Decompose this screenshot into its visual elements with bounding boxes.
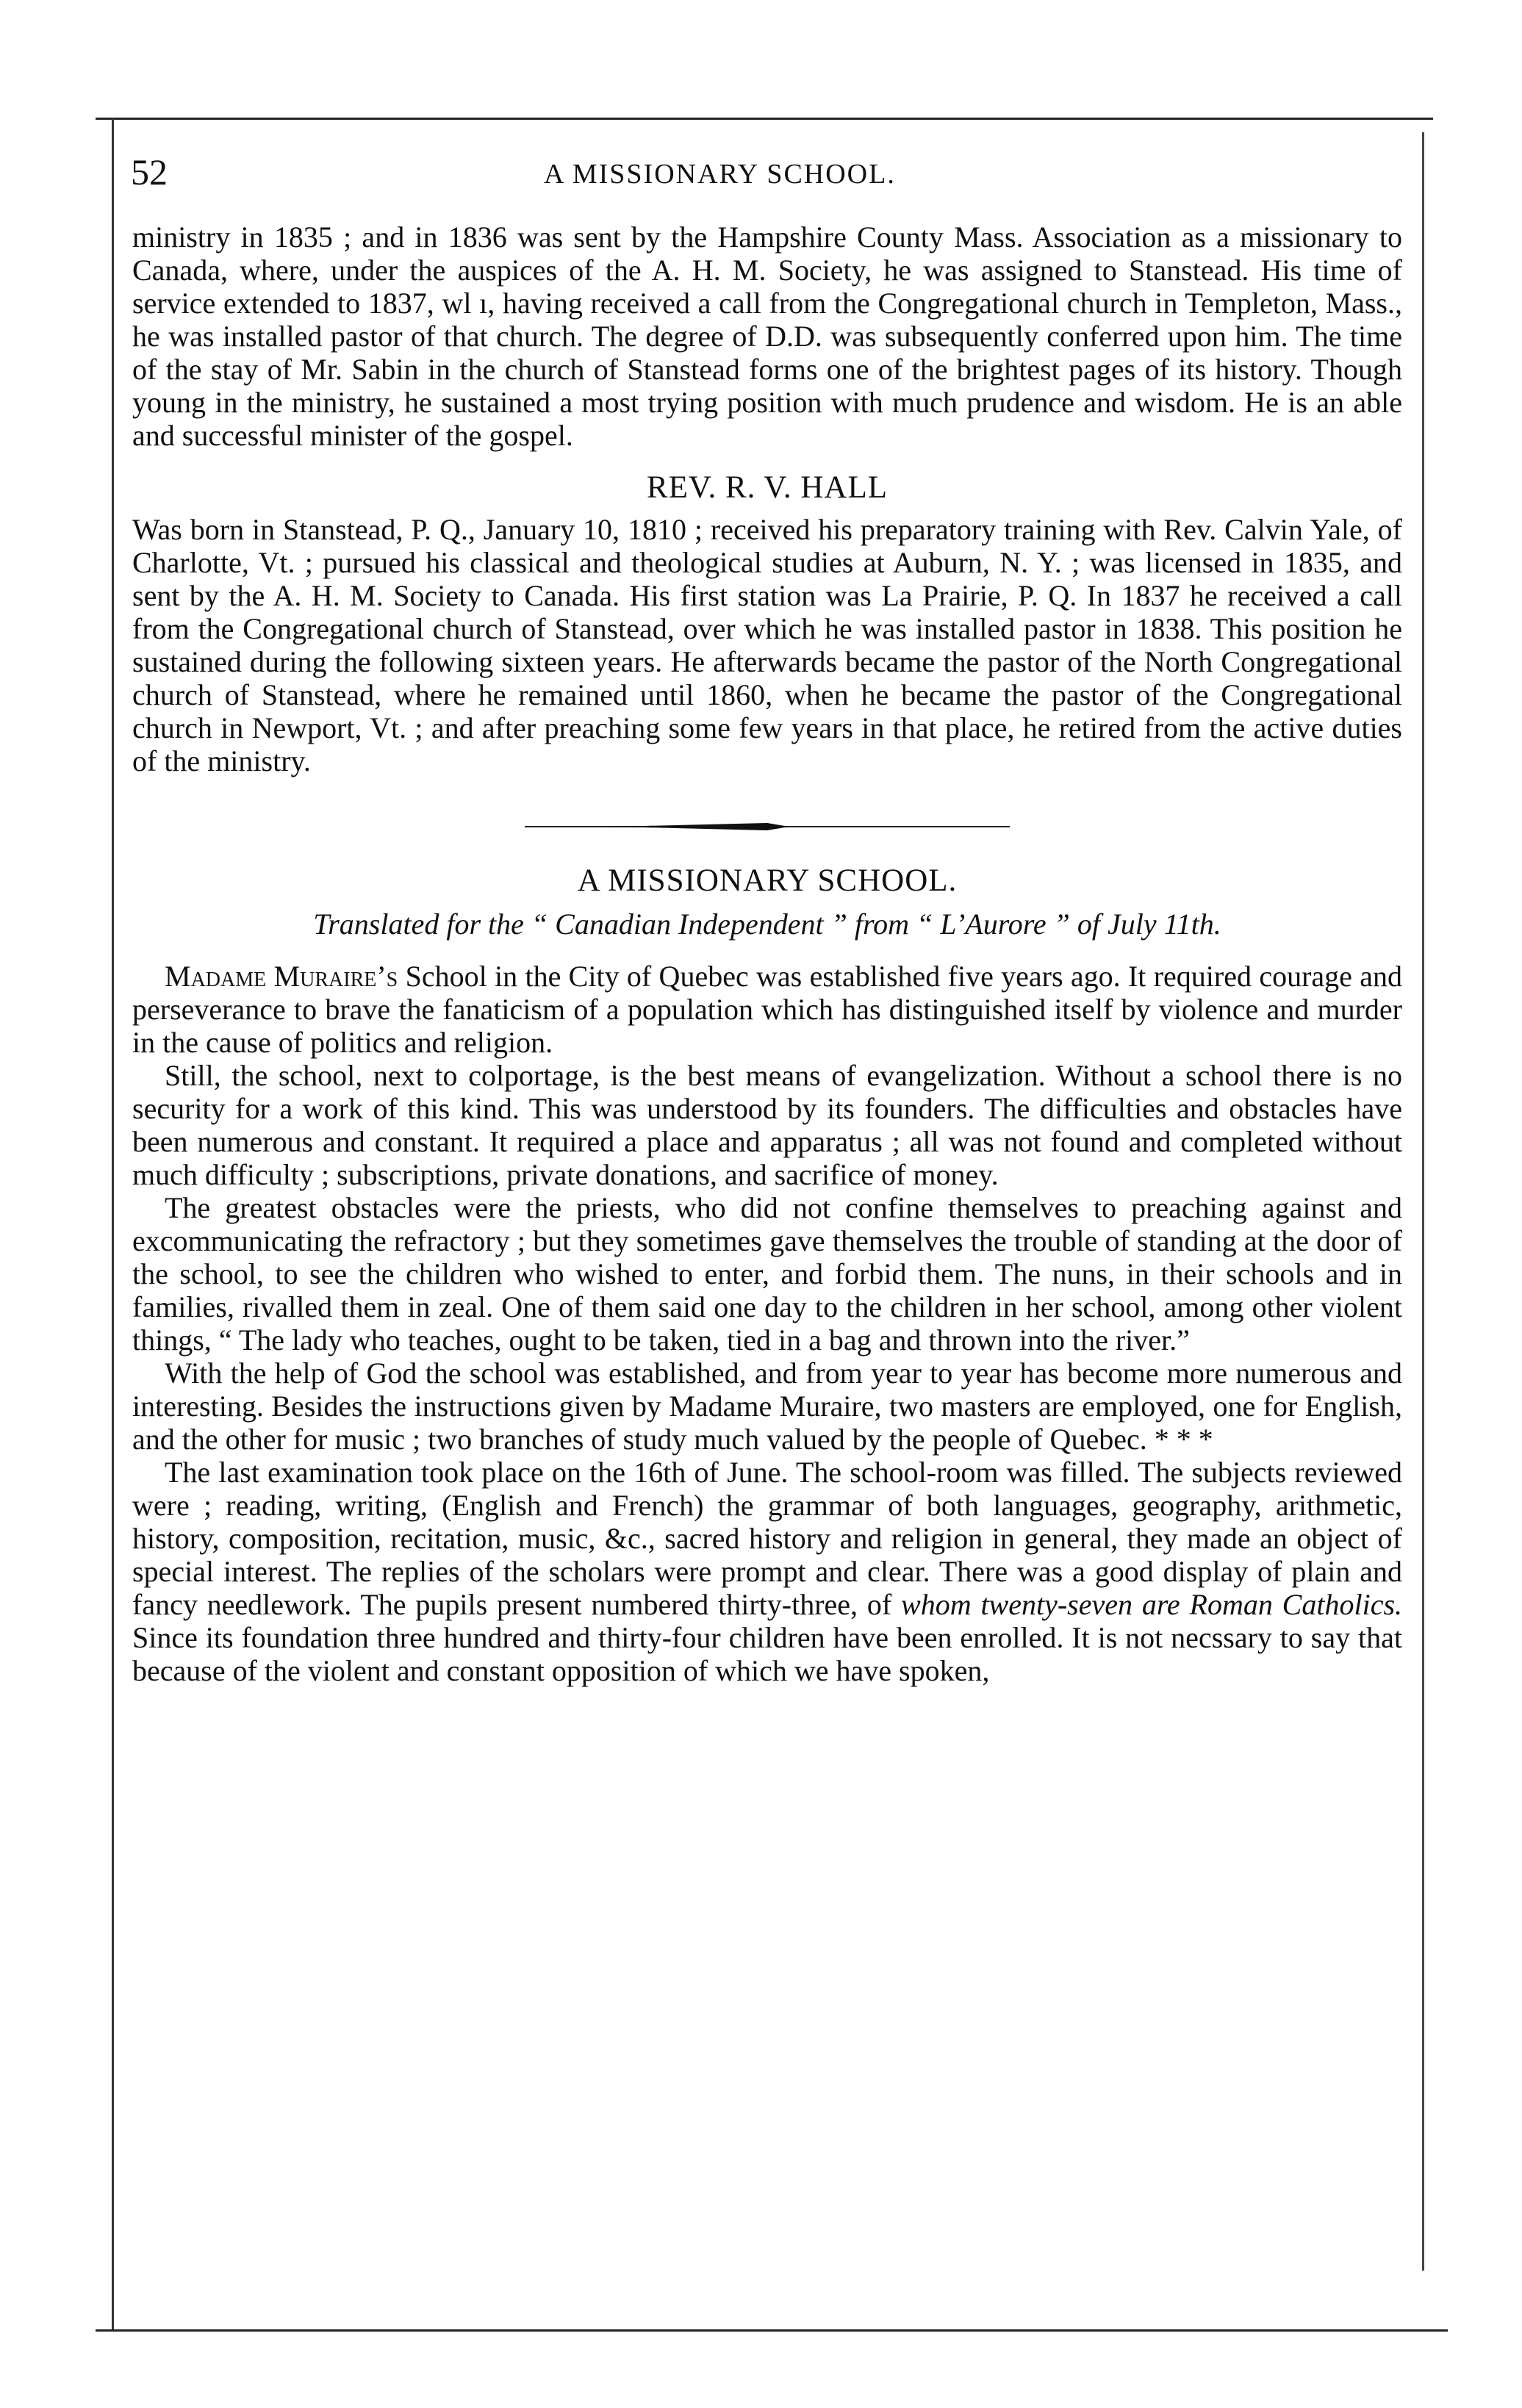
page-frame-right-rule	[1422, 132, 1424, 2271]
school-paragraph-1-text: School in the City of Quebec was established five years ago. It required courage and perseverance to brave the fanaticism of a population which has distinguished itself by violence and murder in the cause of politics and religion.	[132, 960, 1402, 1059]
translation-note: Translated for the “ Canadian Independent ” from “ L’Aurore ” of July 11th.	[313, 908, 1221, 941]
page-number: 52	[131, 151, 168, 193]
school-paragraph-1	[132, 960, 1402, 1059]
school-paragraph-4: With the help of God the school was established, and from year to year has become more numerous and interesting. Besides the instructions given by Madame Muraire, two masters are employed, one for English, and the other for music ; two branches of study much valued by the people of Quebec. * * *	[132, 1356, 1402, 1456]
school-paragraph-2: Still, the school, next to colportage, is the best means of evangelization. Without a school there is no security for a work of this kind. This was understood by its founders. The difficulties and obstacles have been numerous and constant. It required a place and apparatus ; all was not found and completed without much difficulty ; subscriptions, private donations, and sacrifice of money.	[132, 1059, 1402, 1191]
school-paragraph-5	[132, 1456, 1402, 1687]
school-paragraph-5-start: The last examination took place on the 16th of June. The school-room was filled. The subjects reviewed were ; reading, writing, (English and French) the grammar of both languages, geography, arithmetic, history, composition, recitation, music, &c., sacred history and religion in general, they made an object of special interest. The replies of the scholars were prompt and clear. There was a good display of plain and fancy needlework. The pupils present numbered thirty-three, of	[132, 1456, 1402, 1621]
hall-heading: REV. R. V. HALL	[646, 470, 888, 505]
school-heading: A MISSIONARY SCHOOL.	[577, 863, 958, 898]
section-divider-ornament	[525, 822, 1010, 832]
school-paragraph-5-end: Since its foundation three hundred and thirty-four children have been enrolled. It is not necssary to say that because of the violent and constant opposition of which we have spoken,	[132, 1621, 1402, 1687]
page-frame-top-rule	[96, 118, 1433, 120]
sabin-paragraph: ministry in 1835 ; and in 1836 was sent by the Hampshire County Mass. Association as a missionary to Canada, where, under the auspices of the A. H. M. Society, he was assigned to Stanstead. His time of service extended to 1837, wl ı, having received a call from the Congregational church in Templeton, Mass., he was installed pastor of that church. The degree of D.D. was subsequently conferred upon him. The time of the stay of Mr. Sabin in the church of Stanstead forms one of the brightest pages of its history. Though young in the ministry, he sustained a most trying position with much prudence and wisdom. He is an able and successful minister of the gospel.	[132, 220, 1402, 452]
page-frame-left-rule	[112, 118, 114, 2329]
lead-name: Madame Muraire’s	[165, 960, 398, 993]
hall-paragraph: Was born in Stanstead, P. Q., January 10, 1810 ; received his preparatory training with Rev. Calvin Yale, of Charlotte, Vt. ; pursued his classical and theological studies at Auburn, N. Y. ; was licensed in 1835, and sent by the A. H. M. Society to Canada. His first station was La Prairie, P. Q. In 1837 he received a call from the Congregational church of Stanstead, over which he was installed pastor in 1838. This position he sustained during the following sixteen years. He afterwards became the pastor of the North Congregational church of Stanstead, where he remained until 1860, when he became the pastor of the Congregational church in Newport, Vt. ; and after preaching some few years in that place, he retired from the active duties of the ministry.	[132, 513, 1402, 777]
running-title: A MISSIONARY SCHOOL.	[544, 159, 896, 190]
school-paragraph-5-italic: whom twenty-seven are Roman Catholics.	[901, 1588, 1403, 1621]
page-body	[132, 220, 1402, 1687]
school-paragraph-3: The greatest obstacles were the priests, who did not confine themselves to preaching against and excommunicating the refractory ; but they sometimes gave themselves the trouble of standing at the door of the school, to see the children who wished to enter, and forbid them. The nuns, in their schools and in families, rivalled them in zeal. One of them said one day to the children in her school, among other violent things, “ The lady who teaches, ought to be taken, tied in a bag and thrown into the river.”	[132, 1191, 1402, 1356]
page-frame-bottom-rule	[96, 2329, 1448, 2332]
